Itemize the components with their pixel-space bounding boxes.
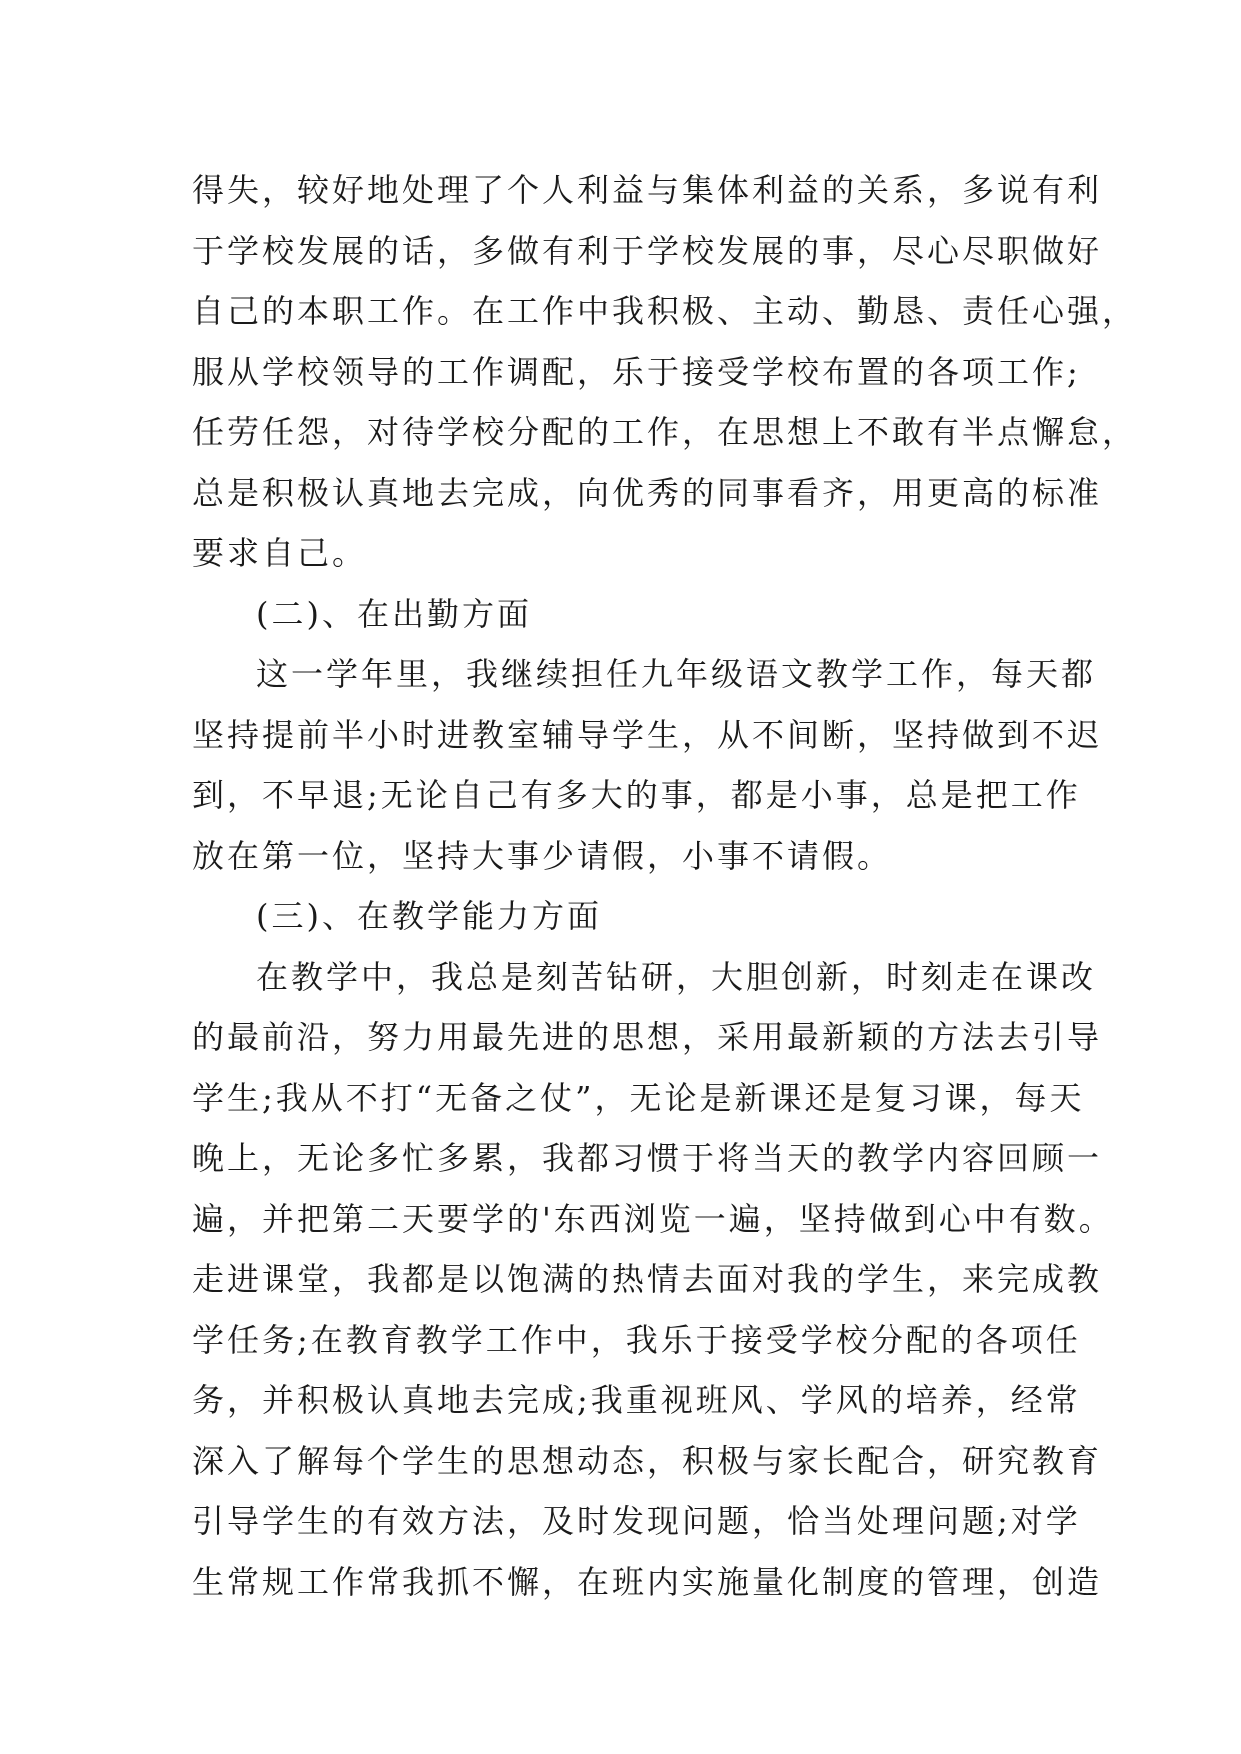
text-line: 深入了解每个学生的思想动态，积极与家长配合，研究教育: [192, 1441, 1103, 1480]
text-line: 的最前沿，努力用最先进的思想，采用最新颖的方法去引导: [192, 1018, 1103, 1056]
section-heading: (三)、在教学能力方面: [256, 897, 602, 935]
paragraph-first-line: 这一学年里，我继续担任九年级语文教学工作，每天都: [256, 655, 1097, 693]
paragraph-first-line: 在教学中，我总是刻苦钻研，大胆创新，时刻走在课改: [256, 957, 1097, 996]
text-line: 要求自己。: [192, 534, 368, 572]
text-line: 得失，较好地处理了个人利益与集体利益的关系，多说有利: [192, 171, 1103, 209]
text-line: 于学校发展的话，多做有利于学校发展的事，尽心尽职做好: [192, 231, 1103, 270]
text-line: 到，不早退;无论自己有多大的事，都是小事，总是把工作: [192, 776, 1081, 814]
section-heading: (二)、在出勤方面: [256, 594, 532, 633]
text-line: 务，并积极认真地去完成;我重视班风、学风的培养，经常: [192, 1381, 1081, 1419]
text-line: 服从学校领导的工作调配，乐于接受学校布置的各项工作;: [192, 352, 1081, 391]
text-line: 坚持提前半小时进教室辅导学生，从不间断，坚持做到不迟: [192, 715, 1103, 754]
text-line: 遍，并把第二天要学的'东西浏览一遍，坚持做到心中有数。: [192, 1199, 1114, 1238]
text-line: 生常规工作常我抓不懈，在班内实施量化制度的管理，创造: [192, 1562, 1103, 1601]
text-line: 自己的本职工作。在工作中我积极、主动、勤恳、责任心强，: [192, 292, 1138, 330]
text-line: 放在第一位，坚持大事少请假，小事不请假。: [192, 836, 893, 875]
document-body: [192, 160, 1138, 1612]
text-line: 引导学生的有效方法，及时发现问题，恰当处理问题;对学: [192, 1502, 1081, 1540]
text-line: 走进课堂，我都是以饱满的热情去面对我的学生，来完成教: [192, 1260, 1103, 1298]
text-line: 学生;我从不打“无备之仗”，无论是新课还是复习课，每天: [192, 1078, 1085, 1117]
text-line: 总是积极认真地去完成，向优秀的同事看齐，用更高的标准: [192, 473, 1103, 512]
text-line: 任劳任怨，对待学校分配的工作，在思想上不敢有半点懈怠，: [192, 413, 1138, 451]
text-line: 晚上，无论多忙多累，我都习惯于将当天的教学内容回顾一: [192, 1139, 1103, 1177]
text-line: 学任务;在教育教学工作中，我乐于接受学校分配的各项任: [192, 1320, 1081, 1359]
